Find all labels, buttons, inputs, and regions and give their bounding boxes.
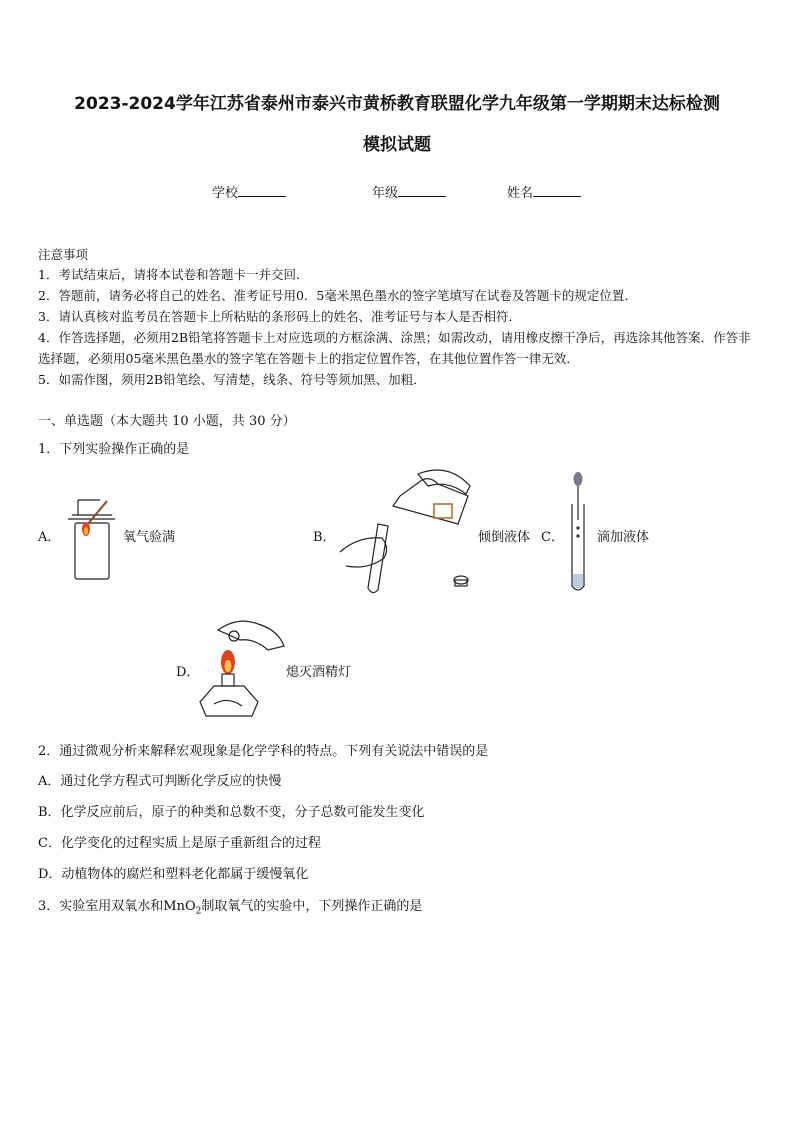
q3-stem-before: 3．实验室用双氧水和 (38, 899, 164, 914)
school-blank (238, 184, 286, 197)
grade-label: 年级 (372, 186, 399, 201)
q2-option-c: C．化学变化的过程实质上是原子重新组合的过程 (38, 836, 321, 851)
q2-option-d: D．动植物体的腐烂和塑料老化都属于缓慢氧化 (38, 867, 309, 882)
q1-option-d-caption: 熄灭酒精灯 (286, 665, 352, 680)
notice-item-2: 2．答题前，请务必将自己的姓名、准考证号用0．5毫米黑色墨水的签字笔填写在试卷及答题卡的规定位置． (38, 288, 637, 303)
notice-item-5: 5．如需作图，须用2B铅笔绘、写清楚，线条、符号等须加黑、加粗． (38, 372, 426, 387)
notice-item-4: 4．作答选择题，必须用2B铅笔将答题卡上对应选项的方框涂满、涂黑；如需改动，请用橡皮擦干净后，再选涂其他答案．作答非选择题，必须用05毫米黑色墨水的签字笔在答题卡上的指定位置作答，在其他位置作答一律无效． (38, 330, 751, 366)
q2-option-a: A．通过化学方程式可判断化学反应的快慢 (38, 774, 282, 789)
q1-option-a-caption: 氧气验满 (123, 530, 176, 545)
page-title-line2: 模拟试题 (363, 135, 431, 155)
q2-stem: 2．通过微观分析来解释宏观现象是化学学科的特点。下列有关说法中错误的是 (38, 744, 489, 759)
pouring-liquid-icon (338, 466, 478, 596)
dropper-test-tube-icon (566, 470, 590, 594)
q2-option-b: B．化学反应前后，原子的种类和总数不变，分子总数可能发生变化 (38, 805, 425, 820)
q3-stem (38, 895, 422, 917)
notice-heading: 注意事项 (38, 247, 89, 262)
page-title-line1: 2023-2024学年江苏省泰州市泰兴市黄桥教育联盟化学九年级第一学期期末达标检测 (74, 94, 720, 114)
grade-blank (398, 184, 446, 197)
q1-option-d-letter: D． (176, 665, 200, 680)
oxygen-test-bottle-icon (60, 495, 120, 581)
school-field (212, 182, 286, 201)
q3-formula-subscript: 2 (195, 906, 202, 917)
school-label: 学校 (212, 186, 239, 201)
q1-stem: 1．下列实验操作正确的是 (38, 442, 190, 457)
q3-stem-after: 制取氧气的实验中，下列操作正确的是 (201, 899, 423, 914)
q1-option-b-caption: 倾倒液体 (478, 530, 531, 545)
grade-field (372, 182, 446, 201)
q1-option-a-letter: A． (38, 530, 61, 545)
q3-formula: MnO (163, 899, 196, 914)
section-heading: 一、单选题（本大题共 10 小题，共 30 分） (38, 414, 296, 429)
notice-item-1: 1．考试结束后，请将本试卷和答题卡一并交回． (38, 267, 309, 282)
notice-item-3: 3．请认真核对监考员在答题卡上所粘贴的条形码上的姓名、准考证号与本人是否相符． (38, 309, 521, 324)
name-field (507, 182, 581, 201)
q1-option-b-letter: B． (313, 530, 336, 545)
q1-option-c-letter: C． (541, 530, 564, 545)
q1-option-c-caption: 滴加液体 (597, 530, 650, 545)
name-blank (533, 184, 581, 197)
name-label: 姓名 (507, 186, 534, 201)
alcohol-lamp-icon (198, 616, 286, 720)
